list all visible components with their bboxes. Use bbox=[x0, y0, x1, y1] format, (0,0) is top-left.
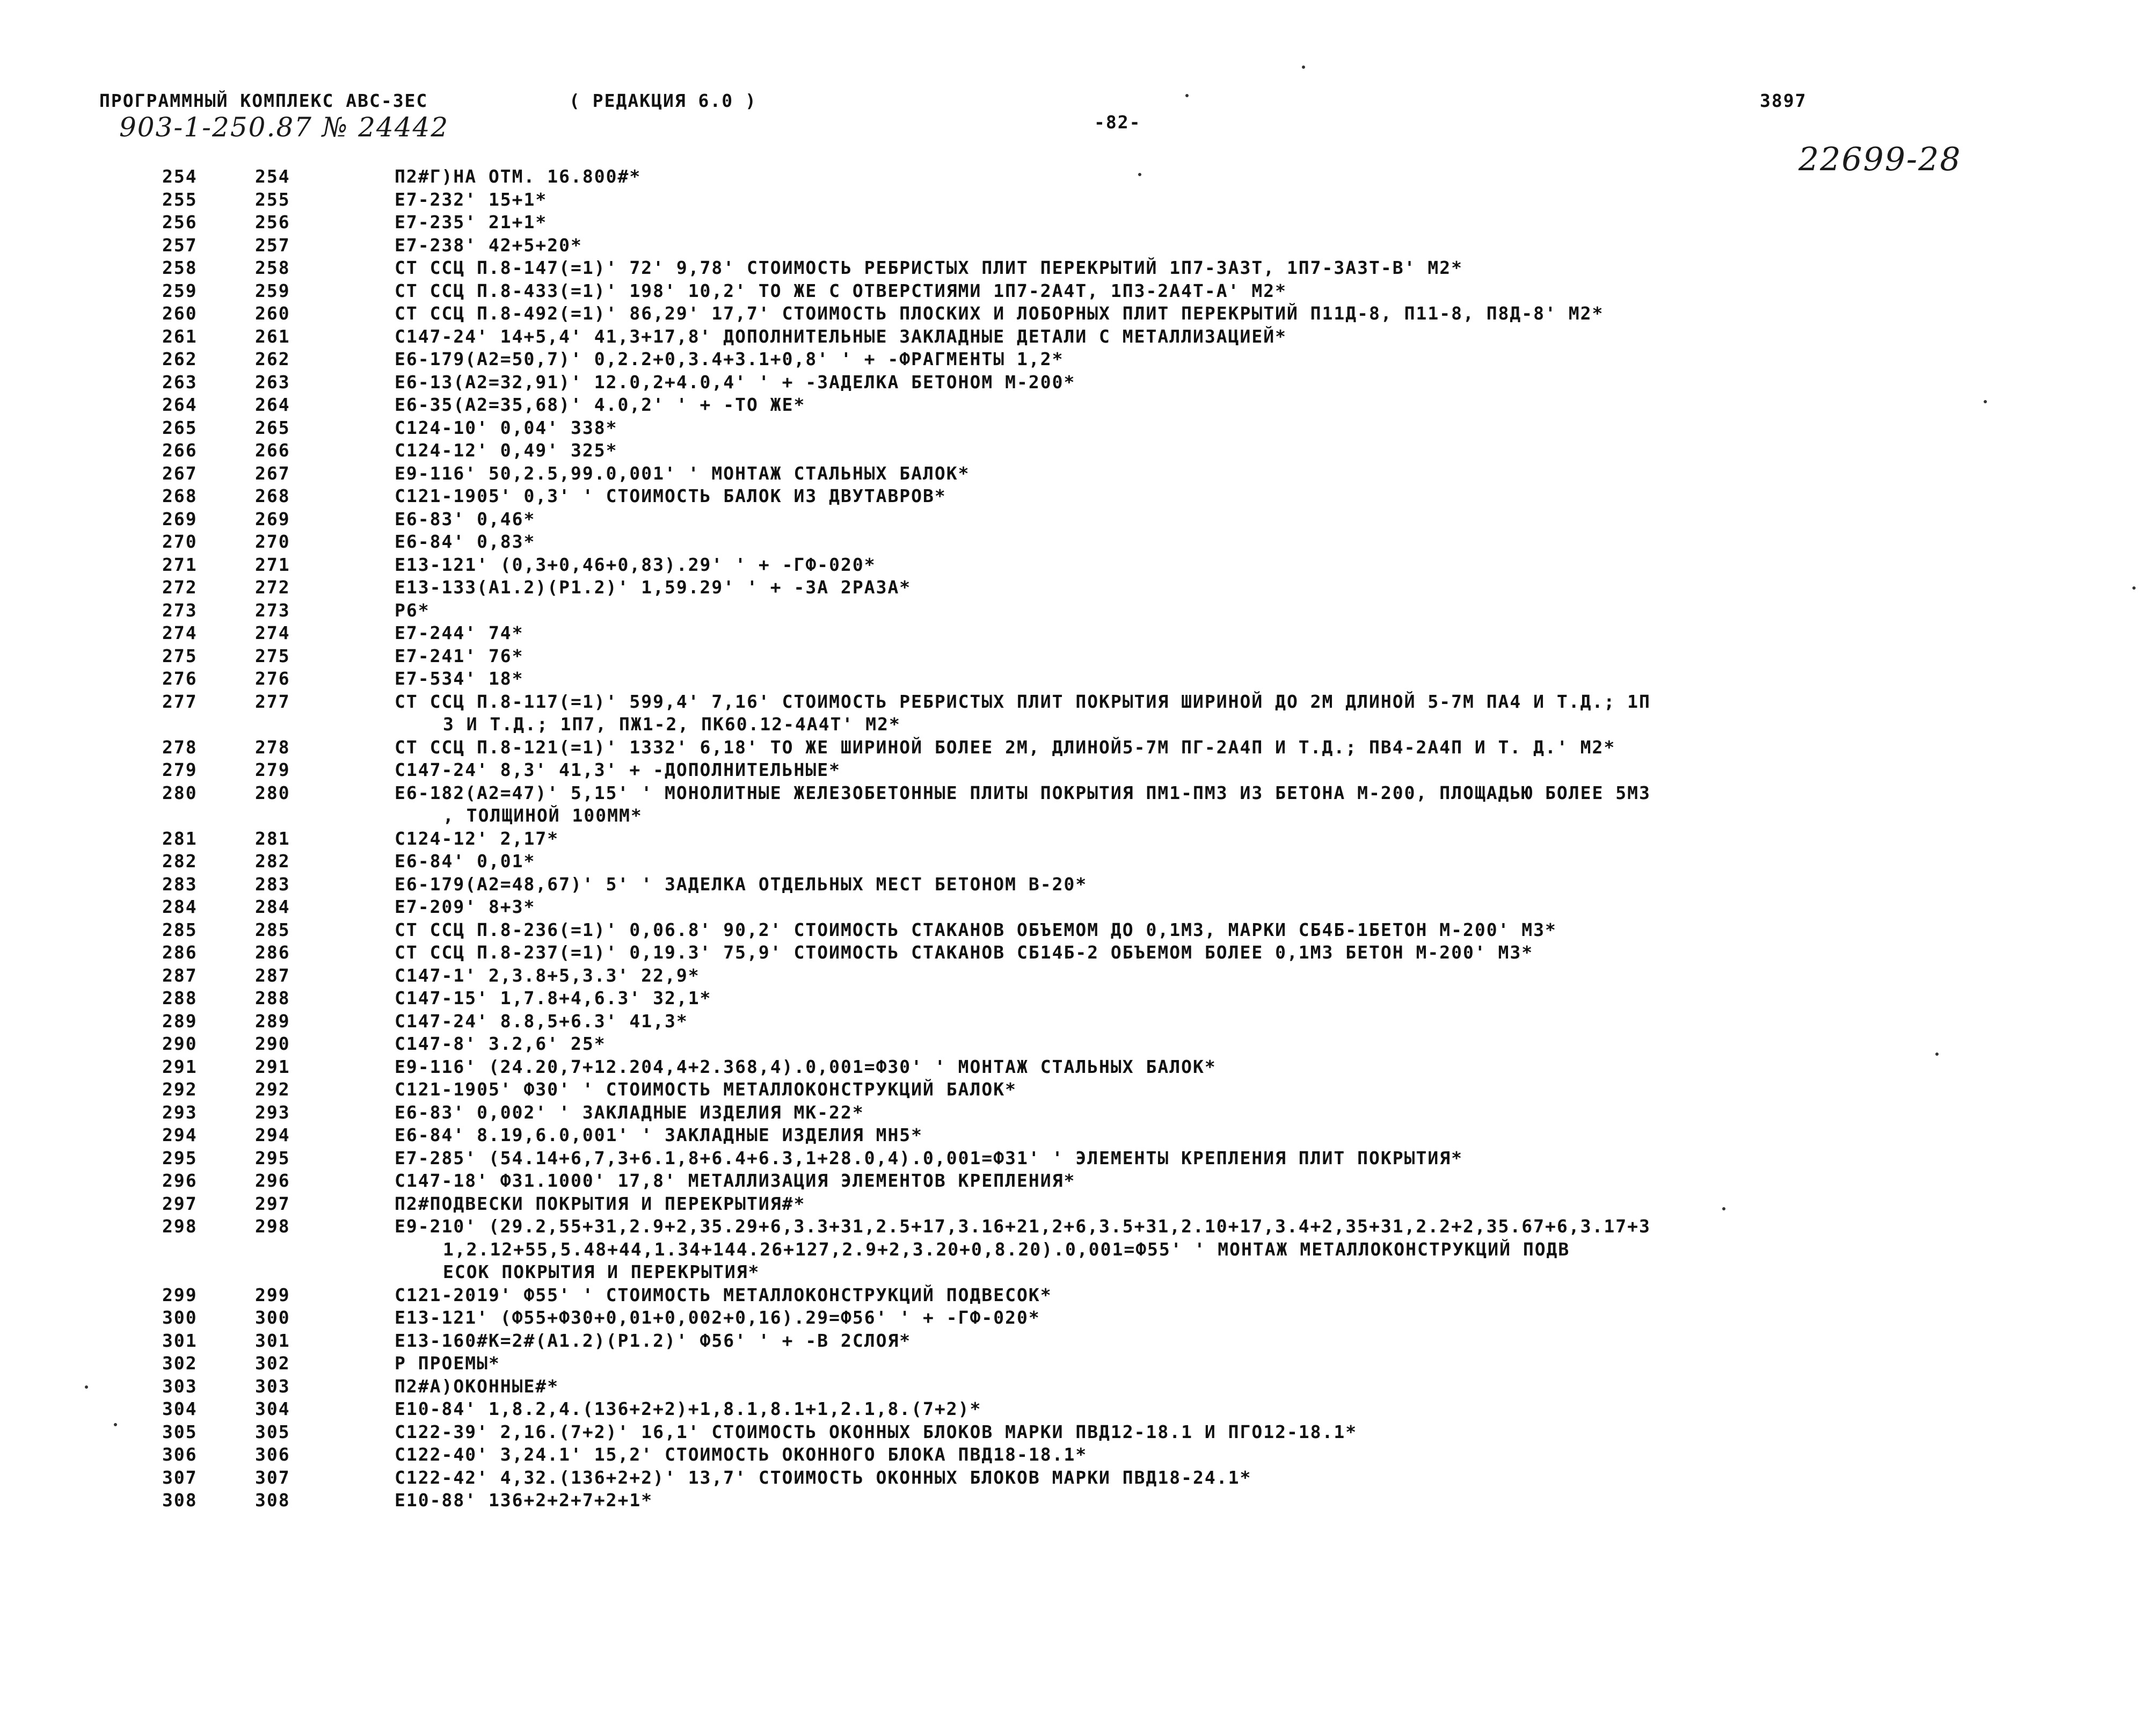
record-number: 276 bbox=[255, 668, 290, 689]
record-number: 258 bbox=[255, 257, 290, 278]
listing-row bbox=[0, 462, 2156, 485]
record-text bbox=[395, 1284, 2070, 1307]
line-number: 287 bbox=[162, 964, 198, 986]
listing-row bbox=[0, 919, 2156, 942]
record-text-line: С121-1905' Ф30' ' СТОИМОСТЬ МЕТАЛЛОКОНСТРУКЦИЙ БАЛОК* bbox=[395, 1079, 1017, 1100]
record-text-line: СТ ССЦ П.8-147(=1)' 72' 9,78' СТОИМОСТЬ РЕБРИСТЫХ ПЛИТ ПЕРЕКРЫТИЙ 1П7-3А3Т, 1П7-3А3Т-В' М2* bbox=[395, 257, 1463, 278]
listing-row bbox=[0, 371, 2156, 394]
record-number: 269 bbox=[255, 508, 290, 529]
listing-row bbox=[0, 1010, 2156, 1033]
listing-row bbox=[0, 667, 2156, 691]
record-number: 296 bbox=[255, 1170, 290, 1191]
record-text bbox=[395, 439, 2070, 462]
line-number: 271 bbox=[162, 554, 198, 575]
record-text-continuation: 1,2.12+55,5.48+44,1.34+144.26+127,2.9+2,3.20+0,8.20).0,001=Ф55' ' МОНТАЖ МЕТАЛЛОКОНСТРУКЦИЙ ПОДВ bbox=[443, 1238, 1570, 1260]
record-number: 282 bbox=[255, 851, 290, 872]
scan-speck bbox=[1138, 173, 1141, 176]
record-text-line: С147-1' 2,3.8+5,3.3' 22,9* bbox=[395, 964, 700, 986]
record-number: 295 bbox=[255, 1147, 290, 1168]
line-number: 281 bbox=[162, 828, 198, 849]
listing-row bbox=[0, 188, 2156, 212]
record-text-line: Е7-285' (54.14+6,7,3+6.1,8+6.4+6.3,1+28.0,4).0,001=Ф31' ' ЭЛЕМЕНТЫ КРЕПЛЕНИЯ ПЛИТ ПОКРЫТИЯ* bbox=[395, 1147, 1463, 1168]
line-number: 276 bbox=[162, 668, 198, 689]
line-number: 263 bbox=[162, 371, 198, 393]
record-text-line: С124-10' 0,04' 338* bbox=[395, 417, 618, 438]
record-number: 293 bbox=[255, 1101, 290, 1123]
record-number: 287 bbox=[255, 964, 290, 986]
line-number: 261 bbox=[162, 325, 198, 347]
line-number: 264 bbox=[162, 394, 198, 415]
listing-row bbox=[0, 348, 2156, 371]
scan-speck bbox=[114, 1423, 117, 1426]
listing-row bbox=[0, 1078, 2156, 1101]
listing-row bbox=[0, 1101, 2156, 1124]
line-number: 295 bbox=[162, 1147, 198, 1168]
record-text-line: Е7-241' 76* bbox=[395, 645, 524, 666]
listing-row bbox=[0, 257, 2156, 280]
listing-row bbox=[0, 622, 2156, 645]
listing-body bbox=[0, 165, 2156, 1512]
line-number: 289 bbox=[162, 1010, 198, 1032]
record-number: 305 bbox=[255, 1421, 290, 1442]
record-text bbox=[395, 1443, 2070, 1467]
scan-speck bbox=[2132, 586, 2136, 590]
record-text-line: Е6-179(А2=50,7)' 0,2.2+0,3.4+3.1+0,8' ' + -ФРАГМЕНТЫ 1,2* bbox=[395, 349, 1064, 369]
line-number: 290 bbox=[162, 1033, 198, 1054]
record-text-line: С122-42' 4,32.(136+2+2)' 13,7' СТОИМОСТЬ ОКОННЫХ БЛОКОВ МАРКИ ПВД18-24.1* bbox=[395, 1467, 1252, 1488]
record-text bbox=[395, 394, 2070, 417]
record-number: 278 bbox=[255, 736, 290, 758]
program-title: ПРОГРАММНЫЙ КОМПЛЕКС АВС-ЗЕС bbox=[99, 90, 428, 111]
listing-row bbox=[0, 782, 2156, 828]
scan-speck bbox=[1185, 94, 1189, 97]
scan-speck bbox=[1302, 66, 1305, 69]
line-number: 299 bbox=[162, 1284, 198, 1305]
record-text bbox=[395, 1330, 2070, 1353]
record-text bbox=[395, 531, 2070, 554]
line-number: 265 bbox=[162, 417, 198, 438]
record-text bbox=[395, 485, 2070, 508]
record-text bbox=[395, 1398, 2070, 1421]
record-text bbox=[395, 964, 2070, 988]
listing-row bbox=[0, 1147, 2156, 1170]
record-number: 284 bbox=[255, 896, 290, 917]
listing-row bbox=[0, 508, 2156, 531]
listing-row bbox=[0, 941, 2156, 964]
edition-label: ( РЕДАКЦИЯ 6.0 ) bbox=[569, 90, 757, 111]
record-text bbox=[395, 759, 2070, 782]
listing-row bbox=[0, 211, 2156, 234]
line-number: 305 bbox=[162, 1421, 198, 1442]
listing-row bbox=[0, 1170, 2156, 1193]
listing-row bbox=[0, 1056, 2156, 1079]
listing-row bbox=[0, 1193, 2156, 1216]
listing-row bbox=[0, 1467, 2156, 1490]
record-text-line: С147-8' 3.2,6' 25* bbox=[395, 1033, 606, 1054]
line-number: 267 bbox=[162, 462, 198, 484]
line-number: 257 bbox=[162, 234, 198, 256]
record-number: 257 bbox=[255, 234, 290, 256]
line-number: 283 bbox=[162, 873, 198, 895]
record-number: 280 bbox=[255, 782, 290, 803]
record-text-line: С124-12' 2,17* bbox=[395, 828, 559, 849]
record-text bbox=[395, 188, 2070, 212]
record-number: 290 bbox=[255, 1033, 290, 1054]
record-number: 263 bbox=[255, 371, 290, 393]
record-text bbox=[395, 576, 2070, 599]
record-text-line: П2#Г)НА ОТМ. 16.800#* bbox=[395, 166, 642, 187]
record-text bbox=[395, 919, 2070, 942]
record-text-line: С121-2019' Ф55' ' СТОИМОСТЬ МЕТАЛЛОКОНСТРУКЦИЙ ПОДВЕСОК* bbox=[395, 1284, 1052, 1305]
record-number: 301 bbox=[255, 1330, 290, 1351]
record-number: 300 bbox=[255, 1307, 290, 1328]
record-text bbox=[395, 371, 2070, 394]
record-text bbox=[395, 1056, 2070, 1079]
record-text bbox=[395, 691, 2070, 736]
line-number: 260 bbox=[162, 303, 198, 324]
record-text-line: С147-24' 8.8,5+6.3' 41,3* bbox=[395, 1010, 688, 1032]
record-text-line: С147-24' 14+5,4' 41,3+17,8' ДОПОЛНИТЕЛЬНЫЕ ЗАКЛАДНЫЕ ДЕТАЛИ С МЕТАЛЛИЗАЦИЕЙ* bbox=[395, 325, 1287, 347]
record-text-line: СТ ССЦ П.8-121(=1)' 1332' 6,18' ТО ЖЕ ШИРИНОЙ БОЛЕЕ 2М, ДЛИНОЙ5-7М ПГ-2А4П И Т.Д.; ПВ4-2А4П И Т. Д.' М2* bbox=[395, 736, 1616, 758]
record-number: 307 bbox=[255, 1467, 290, 1488]
record-text-line: Е9-116' (24.20,7+12.204,4+2.368,4).0,001=Ф30' ' МОНТАЖ СТАЛЬНЫХ БАЛОК* bbox=[395, 1056, 1217, 1077]
listing-row bbox=[0, 1352, 2156, 1375]
record-number: 259 bbox=[255, 280, 290, 301]
listing-row bbox=[0, 485, 2156, 508]
record-text bbox=[395, 257, 2070, 280]
listing-row bbox=[0, 554, 2156, 577]
record-text-continuation: 3 И Т.Д.; 1П7, ПЖ1-2, ПК60.12-4А4Т' М2* bbox=[443, 714, 901, 735]
scan-speck bbox=[1722, 1207, 1725, 1210]
listing-row bbox=[0, 165, 2156, 188]
line-number: 308 bbox=[162, 1490, 198, 1511]
record-text-line: СТ ССЦ П.8-117(=1)' 599,4' 7,16' СТОИМОСТЬ РЕБРИСТЫХ ПЛИТ ПОКРЫТИЯ ШИРИНОЙ ДО 2М ДЛИНОЙ 5-7М ПА4 И Т.Д.; 1П bbox=[395, 691, 1651, 712]
record-number: 273 bbox=[255, 599, 290, 621]
record-number: 271 bbox=[255, 554, 290, 575]
record-number: 261 bbox=[255, 325, 290, 347]
record-number: 264 bbox=[255, 394, 290, 415]
record-text bbox=[395, 1078, 2070, 1101]
listing-row bbox=[0, 850, 2156, 873]
listing-row bbox=[0, 896, 2156, 919]
record-text-line: СТ ССЦ П.8-433(=1)' 198' 10,2' ТО ЖЕ С ОТВЕРСТИЯМИ 1П7-2А4Т, 1П3-2А4Т-А' М2* bbox=[395, 280, 1287, 301]
listing-row bbox=[0, 576, 2156, 599]
scan-speck bbox=[1984, 400, 1987, 403]
record-number: 272 bbox=[255, 577, 290, 598]
record-text-line: СТ ССЦ П.8-236(=1)' 0,06.8' 90,2' СТОИМОСТЬ СТАКАНОВ ОБЪЕМОМ ДО 0,1М3, МАРКИ СБ4Б-1БЕТОН М-200' М3* bbox=[395, 919, 1557, 940]
line-number: 258 bbox=[162, 257, 198, 278]
record-text-line: Е13-121' (Ф55+Ф30+0,01+0,002+0,16).29=Ф56' ' + -ГФ-020* bbox=[395, 1307, 1040, 1328]
listing-row bbox=[0, 736, 2156, 759]
listing-row bbox=[0, 599, 2156, 622]
record-text bbox=[395, 1215, 2070, 1284]
record-text bbox=[395, 417, 2070, 440]
listing-row bbox=[0, 828, 2156, 851]
record-number: 279 bbox=[255, 759, 290, 780]
line-number: 294 bbox=[162, 1124, 198, 1145]
record-number: 289 bbox=[255, 1010, 290, 1032]
record-number: 286 bbox=[255, 942, 290, 963]
line-number: 254 bbox=[162, 166, 198, 187]
record-text-line: Р6* bbox=[395, 599, 430, 621]
record-text-line: Е6-35(А2=35,68)' 4.0,2' ' + -ТО ЖЕ* bbox=[395, 394, 806, 415]
listing-row bbox=[0, 1421, 2156, 1444]
line-number: 301 bbox=[162, 1330, 198, 1351]
record-number: 283 bbox=[255, 873, 290, 895]
record-text-line: Е6-182(А2=47)' 5,15' ' МОНОЛИТНЫЕ ЖЕЛЕЗОБЕТОННЫЕ ПЛИТЫ ПОКРЫТИЯ ПМ1-ПМ3 ИЗ БЕТОНА М-200, ПЛОЩАДЬЮ БОЛЕЕ 5М3 bbox=[395, 782, 1651, 803]
record-text-line: СТ ССЦ П.8-492(=1)' 86,29' 17,7' СТОИМОСТЬ ПЛОСКИХ И ЛОБОРНЫХ ПЛИТ ПЕРЕКРЫТИЙ П11Д-8, П11-8, П8Д-8' М2* bbox=[395, 303, 1604, 324]
record-text-line: Е7-238' 42+5+20* bbox=[395, 234, 582, 256]
record-text bbox=[395, 508, 2070, 531]
record-text-line: П2#А)ОКОННЫЕ#* bbox=[395, 1375, 559, 1397]
record-text bbox=[395, 645, 2070, 668]
line-number: 288 bbox=[162, 988, 198, 1008]
record-text bbox=[395, 348, 2070, 371]
line-number: 277 bbox=[162, 691, 198, 712]
record-text-line: Е6-83' 0,46* bbox=[395, 508, 536, 529]
line-number: 291 bbox=[162, 1056, 198, 1077]
line-number: 286 bbox=[162, 942, 198, 963]
listing-row bbox=[0, 987, 2156, 1010]
record-number: 288 bbox=[255, 988, 290, 1008]
line-number: 280 bbox=[162, 782, 198, 803]
line-number: 279 bbox=[162, 759, 198, 780]
record-text bbox=[395, 1033, 2070, 1056]
record-text bbox=[395, 1193, 2070, 1216]
line-number: 285 bbox=[162, 919, 198, 940]
line-number: 272 bbox=[162, 577, 198, 598]
listing-row bbox=[0, 325, 2156, 349]
record-text-line: Е7-235' 21+1* bbox=[395, 212, 548, 233]
record-text-line: С122-39' 2,16.(7+2)' 16,1' СТОИМОСТЬ ОКОННЫХ БЛОКОВ МАРКИ ПВД12-18.1 И ПГО12-18.1* bbox=[395, 1421, 1358, 1442]
record-number: 268 bbox=[255, 485, 290, 506]
record-number: 306 bbox=[255, 1444, 290, 1465]
record-number: 294 bbox=[255, 1124, 290, 1145]
record-text bbox=[395, 462, 2070, 485]
line-number: 302 bbox=[162, 1353, 198, 1374]
record-text-line: Е6-84' 0,01* bbox=[395, 851, 536, 872]
listing-row bbox=[0, 280, 2156, 303]
listing-row bbox=[0, 1489, 2156, 1512]
record-text bbox=[395, 736, 2070, 759]
document-code: 3897 bbox=[1760, 90, 1807, 111]
handwritten-sheet-number: 22699-28 bbox=[1798, 141, 1962, 178]
record-text-continuation: , ТОЛЩИНОЙ 100ММ* bbox=[443, 805, 643, 826]
listing-row bbox=[0, 1330, 2156, 1353]
record-text bbox=[395, 302, 2070, 325]
line-number: 259 bbox=[162, 280, 198, 301]
record-text-line: Р ПРОЕМЫ* bbox=[395, 1353, 500, 1374]
line-number: 270 bbox=[162, 531, 198, 552]
record-number: 262 bbox=[255, 349, 290, 369]
record-text-line: С147-24' 8,3' 41,3' + -ДОПОЛНИТЕЛЬНЫЕ* bbox=[395, 759, 841, 780]
listing-row bbox=[0, 1443, 2156, 1467]
handwritten-project-number: 903-1-250.87 № 24442 bbox=[119, 112, 449, 143]
record-text bbox=[395, 896, 2070, 919]
record-text-line: Е7-209' 8+3* bbox=[395, 896, 536, 917]
record-text bbox=[395, 1170, 2070, 1193]
record-text bbox=[395, 1421, 2070, 1444]
record-number: 302 bbox=[255, 1353, 290, 1374]
record-number: 260 bbox=[255, 303, 290, 324]
line-number: 296 bbox=[162, 1170, 198, 1191]
record-text-line: Е13-121' (0,3+0,46+0,83).29' ' + -ГФ-020* bbox=[395, 554, 876, 575]
record-text bbox=[395, 850, 2070, 873]
line-number: 307 bbox=[162, 1467, 198, 1488]
record-number: 265 bbox=[255, 417, 290, 438]
record-number: 297 bbox=[255, 1193, 290, 1214]
line-number: 293 bbox=[162, 1101, 198, 1123]
record-text-line: Е7-232' 15+1* bbox=[395, 188, 548, 210]
line-number: 284 bbox=[162, 896, 198, 917]
record-number: 277 bbox=[255, 691, 290, 712]
record-text bbox=[395, 234, 2070, 257]
record-text bbox=[395, 1147, 2070, 1170]
record-text bbox=[395, 1101, 2070, 1124]
record-number: 308 bbox=[255, 1490, 290, 1511]
listing-row bbox=[0, 439, 2156, 462]
record-number: 270 bbox=[255, 531, 290, 552]
record-text-line: С147-15' 1,7.8+4,6.3' 32,1* bbox=[395, 988, 712, 1008]
line-number: 262 bbox=[162, 349, 198, 369]
record-number: 255 bbox=[255, 188, 290, 210]
line-number: 297 bbox=[162, 1193, 198, 1214]
line-number: 275 bbox=[162, 645, 198, 666]
record-text-line: С124-12' 0,49' 325* bbox=[395, 440, 618, 461]
record-number: 275 bbox=[255, 645, 290, 666]
record-text-continuation: ЕСОК ПОКРЫТИЯ И ПЕРЕКРЫТИЯ* bbox=[443, 1261, 760, 1282]
record-text bbox=[395, 1352, 2070, 1375]
record-text-line: Е7-534' 18* bbox=[395, 668, 524, 689]
record-text-line: СТ ССЦ П.8-237(=1)' 0,19.3' 75,9' СТОИМОСТЬ СТАКАНОВ СБ14Б-2 ОБЪЕМОМ БОЛЕЕ 0,1М3 БЕТОН М-200' М3* bbox=[395, 942, 1534, 963]
record-text bbox=[395, 1010, 2070, 1033]
record-number: 303 bbox=[255, 1375, 290, 1397]
record-text bbox=[395, 599, 2070, 622]
line-number: 278 bbox=[162, 736, 198, 758]
record-text-line: С147-18' Ф31.1000' 17,8' МЕТАЛЛИЗАЦИЯ ЭЛЕМЕНТОВ КРЕПЛЕНИЯ* bbox=[395, 1170, 1076, 1191]
listing-row bbox=[0, 1375, 2156, 1398]
listing-row bbox=[0, 1033, 2156, 1056]
record-number: 274 bbox=[255, 622, 290, 643]
line-number: 255 bbox=[162, 188, 198, 210]
record-number: 304 bbox=[255, 1398, 290, 1419]
record-text-line: Е6-84' 0,83* bbox=[395, 531, 536, 552]
record-number: 266 bbox=[255, 440, 290, 461]
record-text bbox=[395, 622, 2070, 645]
line-number: 298 bbox=[162, 1216, 198, 1237]
record-text-line: Е6-84' 8.19,6.0,001' ' ЗАКЛАДНЫЕ ИЗДЕЛИЯ МН5* bbox=[395, 1124, 923, 1145]
record-text-line: Е6-179(А2=48,67)' 5' ' ЗАДЕЛКА ОТДЕЛЬНЫХ МЕСТ БЕТОНОМ В-20* bbox=[395, 873, 1088, 895]
record-text bbox=[395, 941, 2070, 964]
listing-row bbox=[0, 1124, 2156, 1147]
listing-row bbox=[0, 531, 2156, 554]
record-text-line: П2#ПОДВЕСКИ ПОКРЫТИЯ И ПЕРЕКРЫТИЯ#* bbox=[395, 1193, 806, 1214]
line-number: 269 bbox=[162, 508, 198, 529]
record-text-line: Е13-133(А1.2)(Р1.2)' 1,59.29' ' + -ЗА 2РАЗА* bbox=[395, 577, 912, 598]
record-text-line: Е10-88' 136+2+2+7+2+1* bbox=[395, 1490, 653, 1511]
line-number: 306 bbox=[162, 1444, 198, 1465]
record-text-line: Е9-210' (29.2,55+31,2.9+2,35.29+6,3.3+31,2.5+17,3.16+21,2+6,3.5+31,2.10+17,3.4+2,35+31,2.2+2,35.67+6,3.17+3 bbox=[395, 1216, 1651, 1237]
record-text bbox=[395, 325, 2070, 349]
page-number: -82- bbox=[1094, 112, 1141, 133]
record-text bbox=[395, 873, 2070, 896]
line-number: 282 bbox=[162, 851, 198, 872]
record-text bbox=[395, 828, 2070, 851]
record-text-line: С122-40' 3,24.1' 15,2' СТОИМОСТЬ ОКОННОГО БЛОКА ПВД18-18.1* bbox=[395, 1444, 1088, 1465]
record-number: 298 bbox=[255, 1216, 290, 1237]
record-number: 254 bbox=[255, 166, 290, 187]
listing-row bbox=[0, 1398, 2156, 1421]
listing-row bbox=[0, 394, 2156, 417]
record-text bbox=[395, 211, 2070, 234]
record-text bbox=[395, 1306, 2070, 1330]
listing-row bbox=[0, 691, 2156, 736]
record-text-line: Е6-83' 0,002' ' ЗАКЛАДНЫЕ ИЗДЕЛИЯ МК-22* bbox=[395, 1101, 864, 1123]
record-text-line: Е6-13(А2=32,91)' 12.0,2+4.0,4' ' + -ЗАДЕЛКА БЕТОНОМ М-200* bbox=[395, 371, 1076, 393]
record-text bbox=[395, 280, 2070, 303]
listing-row bbox=[0, 873, 2156, 896]
record-number: 256 bbox=[255, 212, 290, 233]
listing-row bbox=[0, 645, 2156, 668]
listing-row bbox=[0, 759, 2156, 782]
record-text bbox=[395, 987, 2070, 1010]
record-text bbox=[395, 554, 2070, 577]
scan-speck bbox=[1935, 1053, 1939, 1056]
line-number: 274 bbox=[162, 622, 198, 643]
record-number: 291 bbox=[255, 1056, 290, 1077]
record-number: 267 bbox=[255, 462, 290, 484]
record-text-line: Е13-160#К=2#(А1.2)(Р1.2)' Ф56' ' + -В 2СЛОЯ* bbox=[395, 1330, 912, 1351]
record-number: 292 bbox=[255, 1079, 290, 1100]
listing-row bbox=[0, 417, 2156, 440]
record-number: 281 bbox=[255, 828, 290, 849]
record-text-line: Е7-244' 74* bbox=[395, 622, 524, 643]
listing-row bbox=[0, 1306, 2156, 1330]
line-number: 266 bbox=[162, 440, 198, 461]
record-text-line: С121-1905' 0,3' ' СТОИМОСТЬ БАЛОК ИЗ ДВУТАВРОВ* bbox=[395, 485, 946, 506]
record-number: 285 bbox=[255, 919, 290, 940]
scan-speck bbox=[85, 1385, 88, 1389]
line-number: 300 bbox=[162, 1307, 198, 1328]
record-text-line: Е10-84' 1,8.2,4.(136+2+2)+1,8.1,8.1+1,2.1,8.(7+2)* bbox=[395, 1398, 982, 1419]
record-text-line: Е9-116' 50,2.5,99.0,001' ' МОНТАЖ СТАЛЬНЫХ БАЛОК* bbox=[395, 462, 970, 484]
record-text bbox=[395, 1375, 2070, 1398]
record-text bbox=[395, 165, 2070, 188]
listing-row bbox=[0, 302, 2156, 325]
record-text bbox=[395, 1467, 2070, 1490]
record-number: 299 bbox=[255, 1284, 290, 1305]
line-number: 268 bbox=[162, 485, 198, 506]
listing-row bbox=[0, 234, 2156, 257]
line-number: 292 bbox=[162, 1079, 198, 1100]
listing-row bbox=[0, 1284, 2156, 1307]
line-number: 273 bbox=[162, 599, 198, 621]
line-number: 303 bbox=[162, 1375, 198, 1397]
record-text bbox=[395, 1489, 2070, 1512]
record-text bbox=[395, 667, 2070, 691]
record-text bbox=[395, 782, 2070, 828]
record-text bbox=[395, 1124, 2070, 1147]
line-number: 304 bbox=[162, 1398, 198, 1419]
line-number: 256 bbox=[162, 212, 198, 233]
listing-row bbox=[0, 1215, 2156, 1284]
listing-row bbox=[0, 964, 2156, 988]
